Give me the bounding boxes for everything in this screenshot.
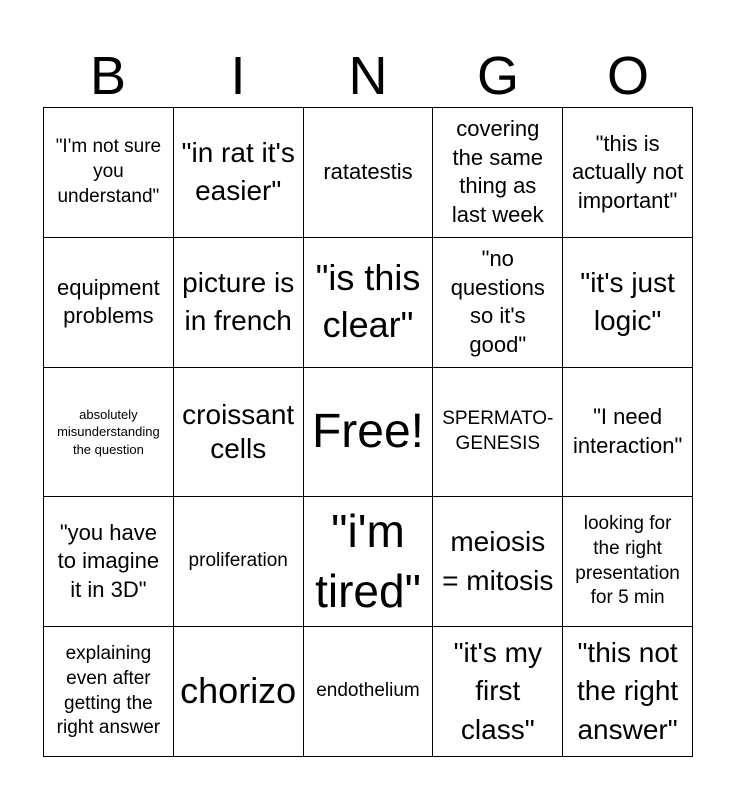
cell-text: "is this clear" [315, 257, 421, 346]
cell-text: covering the same thing as last week [451, 116, 544, 227]
bingo-cell-r2-c3[interactable] [304, 238, 434, 368]
bingo-cell-r3-c1[interactable] [44, 368, 174, 498]
bingo-cell-r4-c5[interactable] [563, 497, 693, 627]
bingo-cell-r2-c2[interactable] [174, 238, 304, 368]
cell-text: "it's my first class" [453, 636, 542, 745]
cell-text: looking for the right presentation for 5 min [575, 513, 680, 609]
cell-text: meiosis = mitosis [442, 526, 554, 596]
cell-text: explaining even after getting the right answer [56, 643, 161, 739]
bingo-cell-r1-c1[interactable] [44, 108, 174, 238]
cell-text: "i'm tired" [315, 504, 421, 617]
cell-text: proliferation [188, 550, 288, 572]
cell-text: absolutely misunderstanding the question [57, 406, 160, 457]
bingo-grid [43, 107, 693, 757]
cell-text: "no questions so it's good" [450, 246, 545, 357]
header-letter-b: B [89, 46, 127, 106]
header-letter-o: O [606, 46, 649, 106]
cell-text: endothelium [316, 680, 420, 702]
bingo-cell-r1-c2[interactable] [174, 108, 304, 238]
bingo-cell-r5-c4[interactable] [433, 627, 563, 757]
bingo-cell-r3-c5[interactable] [563, 368, 693, 498]
bingo-cell-r1-c3[interactable] [304, 108, 434, 238]
cell-text: "you have to imagine it in 3D" [57, 519, 160, 603]
header-letter-i: I [230, 46, 246, 106]
bingo-header [43, 45, 693, 107]
cell-text: ratatestis [323, 159, 413, 185]
bingo-cell-r2-c4[interactable] [433, 238, 563, 368]
cell-text: equipment problems [57, 274, 160, 329]
bingo-cell-r3-c2[interactable] [174, 368, 304, 498]
bingo-cell-free[interactable] [304, 368, 434, 498]
header-letter-g: G [476, 46, 519, 106]
header-letter-n: N [348, 46, 388, 106]
bingo-cell-r5-c2[interactable] [174, 627, 304, 757]
bingo-cell-r4-c2[interactable] [174, 497, 304, 627]
bingo-cell-r1-c5[interactable] [563, 108, 693, 238]
bingo-cell-r2-c5[interactable] [563, 238, 693, 368]
cell-text: "I'm not sure you understand" [55, 136, 162, 207]
cell-text: "this not the right answer" [577, 636, 679, 745]
bingo-cell-r4-c4[interactable] [433, 497, 563, 627]
cell-text: chorizo [180, 670, 297, 712]
free-space-label: Free! [311, 405, 424, 459]
bingo-cell-r4-c3[interactable] [304, 497, 434, 627]
bingo-cell-r5-c1[interactable] [44, 627, 174, 757]
bingo-cell-r2-c1[interactable] [44, 238, 174, 368]
bingo-cell-r3-c4[interactable] [433, 368, 563, 498]
bingo-cell-r4-c1[interactable] [44, 497, 174, 627]
bingo-cell-r1-c4[interactable] [433, 108, 563, 238]
cell-text: "in rat it's easier" [181, 136, 295, 207]
cell-text: croissant cells [182, 398, 295, 464]
cell-text: "it's just logic" [580, 266, 675, 337]
cell-text: "this is actually not important" [571, 130, 684, 213]
cell-text: SPERMATO-GENESIS [442, 408, 554, 454]
bingo-cell-r5-c3[interactable] [304, 627, 434, 757]
cell-text: "I need interaction" [572, 404, 683, 458]
cell-text: picture is in french [182, 266, 295, 337]
bingo-cell-r5-c5[interactable] [563, 627, 693, 757]
